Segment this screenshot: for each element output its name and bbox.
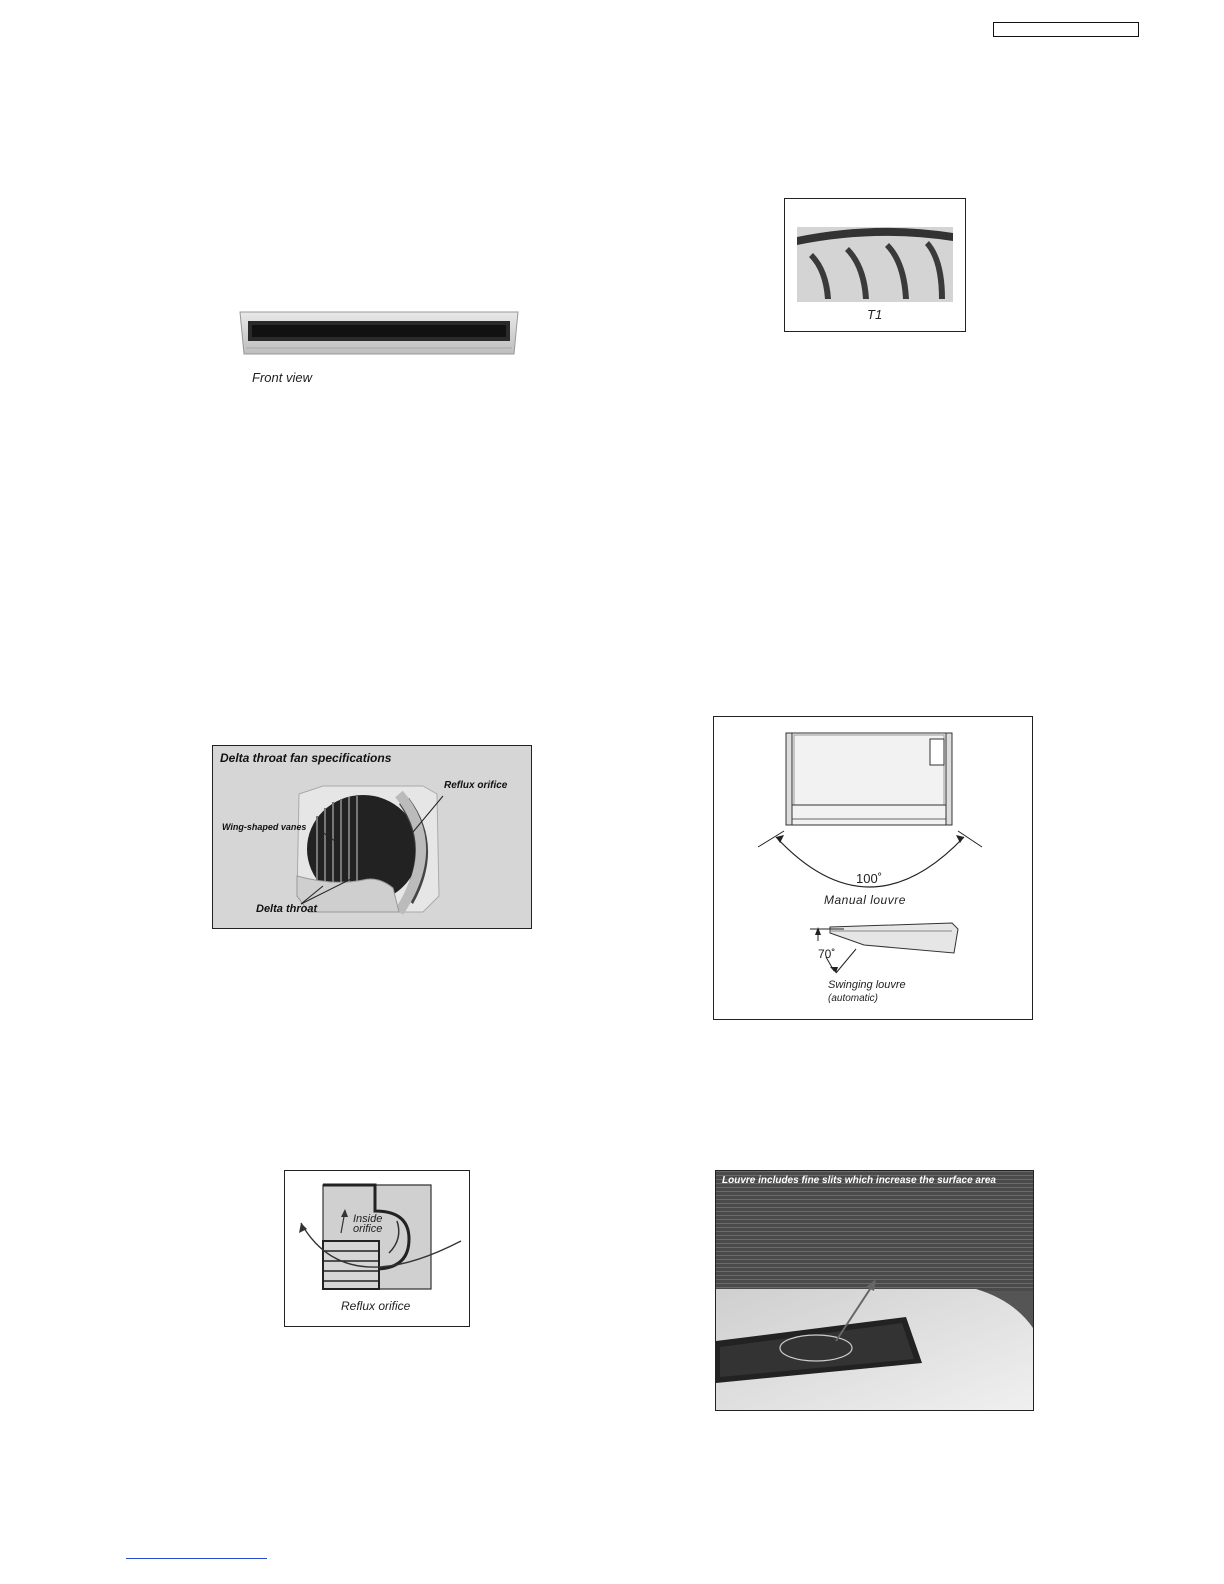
- front-view-figure: [238, 310, 520, 390]
- fine-slits-title: Louvre includes fine slits which increase the surface area: [722, 1175, 996, 1186]
- swinging-louvre-automatic-label: (automatic): [828, 993, 879, 1004]
- louvre-angle-diagram: [714, 717, 1032, 1019]
- inside-orifice-label-1: Inside: [353, 1213, 383, 1225]
- manual-louvre-label: Manual louvre: [824, 893, 906, 907]
- louvre-angle-figure: [713, 716, 1033, 1020]
- angle-70-label: 70˚: [818, 947, 836, 961]
- footer-link[interactable]: [126, 1550, 267, 1559]
- t1-figure: [784, 198, 966, 332]
- front-view-image: [238, 310, 520, 360]
- reflux-orifice-label: Reflux orifice: [444, 780, 508, 791]
- angle-100-label: 100˚: [856, 871, 883, 886]
- inside-orifice-label-2: orifice: [353, 1223, 383, 1235]
- delta-throat-fan-image: [213, 746, 531, 928]
- reflux-orifice-figure: [284, 1170, 470, 1327]
- reflux-orifice-diagram: [285, 1171, 469, 1301]
- model-number-box: [993, 22, 1139, 37]
- wing-shaped-vanes-label: Wing-shaped vanes: [222, 822, 307, 832]
- swinging-louvre-label: Swinging louvre: [828, 979, 906, 991]
- t1-caption: T1: [867, 307, 883, 322]
- reflux-orifice-caption: Reflux orifice: [341, 1299, 411, 1313]
- fine-slits-photo: [716, 1171, 1034, 1411]
- delta-throat-title: Delta throat fan specifications: [220, 751, 392, 765]
- delta-throat-figure: [212, 745, 532, 929]
- fine-slits-figure: [715, 1170, 1034, 1411]
- t1-blade-diagram: [785, 199, 965, 309]
- front-view-caption: Front view: [252, 370, 312, 385]
- delta-throat-label: Delta throat: [256, 903, 318, 915]
